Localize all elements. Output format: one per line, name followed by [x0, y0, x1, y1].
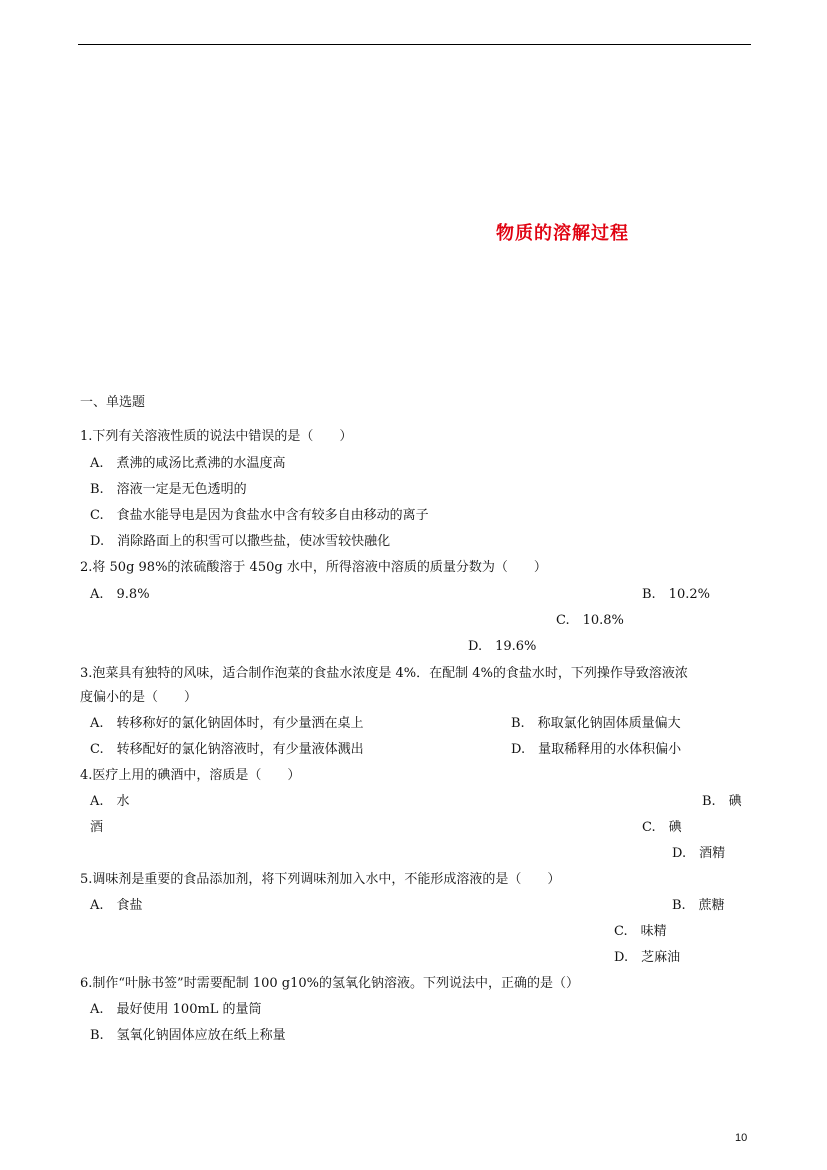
header-rule	[78, 44, 751, 45]
q4-option-a: A. 水	[90, 794, 130, 809]
page-title: 物质的溶解过程	[496, 223, 629, 244]
q4-option-b: B. 碘	[702, 794, 742, 809]
q4-stem: 4.医疗上用的碘酒中，溶质是（ ）	[80, 768, 301, 783]
q2-option-a: A. 9.8%	[90, 587, 150, 602]
q1-option-b: B. 溶液一定是无色透明的	[90, 482, 247, 497]
q2-option-b: B. 10.2%	[642, 587, 710, 602]
q5-option-a: A. 食盐	[90, 898, 143, 913]
q3-stem-line2: 度偏小的是（ ）	[80, 690, 198, 705]
q6-option-a: A. 最好使用 100mL 的量筒	[90, 1002, 262, 1017]
q3-option-a: A. 转移称好的氯化钠固体时，有少量洒在桌上	[90, 716, 364, 731]
q2-option-c: C. 10.8%	[556, 613, 624, 628]
page-number: 10	[735, 1132, 748, 1144]
q3-option-d: D. 量取稀释用的水体积偏小	[511, 742, 682, 757]
q2-option-d: D. 19.6%	[468, 639, 537, 654]
q5-option-b: B. 蔗糖	[672, 898, 725, 913]
q5-option-c: C. 味精	[614, 924, 667, 939]
q6-stem: 6.制作“叶脉书签”时需要配制 100 g10%的氢氧化钠溶液。下列说法中，正确的是（）	[80, 976, 579, 991]
q1-option-c: C. 食盐水能导电是因为食盐水中含有较多自由移动的离子	[90, 508, 429, 523]
q1-option-d: D. 消除路面上的积雪可以撒些盐，使冰雪较快融化	[90, 534, 391, 549]
q2-stem: 2.将 50g 98%的浓硫酸溶于 450g 水中，所得溶液中溶质的质量分数为（ ）	[80, 560, 547, 575]
q5-stem: 5.调味剂是重要的食品添加剂，将下列调味剂加入水中，不能形成溶液的是（ ）	[80, 872, 561, 887]
section-heading: 一、单选题	[80, 395, 146, 410]
q3-stem-line1: 3.泡菜具有独特的风味，适合制作泡菜的食盐水浓度是 4%．在配制 4%的食盐水时，下列操作导致溶液浓	[80, 666, 688, 681]
q6-option-b: B. 氢氧化钠固体应放在纸上称量	[90, 1028, 286, 1043]
q3-option-c: C. 转移配好的氯化钠溶液时，有少量液体溅出	[90, 742, 364, 757]
q3-option-b: B. 称取氯化钠固体质量偏大	[511, 716, 681, 731]
q1-option-a: A. 煮沸的咸汤比煮沸的水温度高	[90, 456, 286, 471]
q4-option-b-wrap: 酒	[90, 820, 104, 835]
q5-option-d: D. 芝麻油	[614, 950, 681, 965]
q4-option-c: C. 碘	[642, 820, 682, 835]
q4-option-d: D. 酒精	[672, 846, 726, 861]
q1-stem: 1.下列有关溶液性质的说法中错误的是（ ）	[80, 429, 353, 444]
